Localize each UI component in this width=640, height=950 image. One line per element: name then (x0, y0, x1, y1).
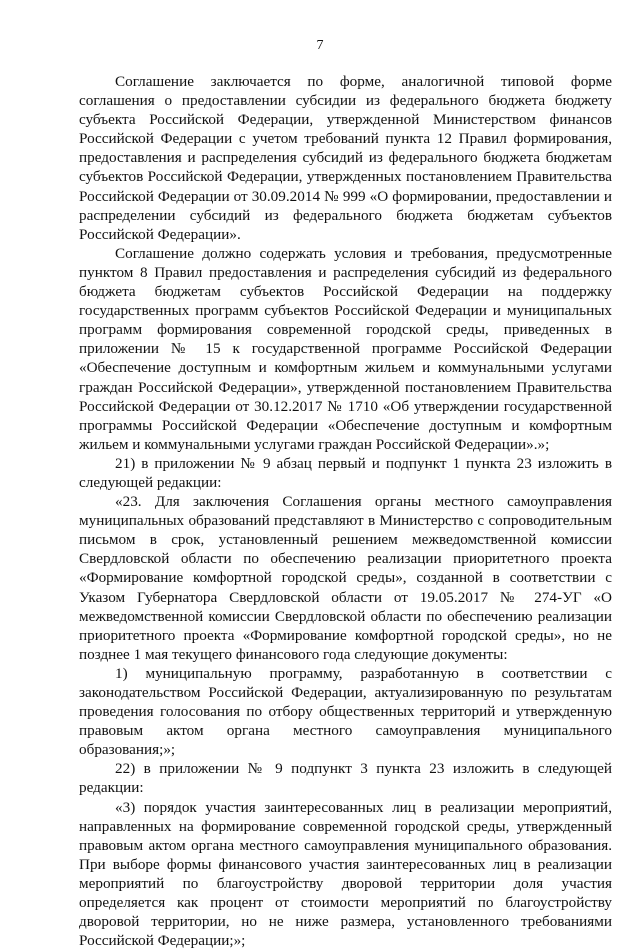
paragraph-agreement-form: Соглашение заключается по форме, аналогичной типовой форме соглашения о предоставлении субсидии из федерального бюджета бюджету субъекта Российской Федерации, утвержденной Министерством финансов Российской Федерации с учетом требований пункта 12 Правил формирования, предоставления и распределения субсидий из федерального бюджета бюджетам субъектов Российской Федерации, утвержденных постановлением Правительства Российской Федерации от 30.09.2014 № 999 «О формировании, предоставлении и распределении субсидий из федерального бюджета бюджетам субъектов Российской Федерации». (79, 73, 612, 243)
paragraph-agreement-conditions: Соглашение должно содержать условия и требования, предусмотренные пунктом 8 Правил предоставления и распределения субсидий из федерального бюджета бюджетам субъектов Российской Федерации на поддержку государственных программ субъектов Российской Федерации и муниципальных программ формирования современной городской среды, приведенных в приложении № 15 к государственной программе Российской Федерации «Обеспечение доступным и комфортным жильем и коммунальными услугами граждан Российской Федерации», утвержденной постановлением Правительства Российской Федерации от 30.12.2017 № 1710 «Об утверждении государственной программы Российской Федерации «Обеспечение доступным и комфортным жильем и коммунальными услугами граждан Российской Федерации».»; (79, 244, 612, 453)
paragraph-clause-23: «23. Для заключения Соглашения органы местного самоуправления муниципальных образований представляют в Министерство с сопроводительным письмом в срок, установленный решением межведомственной комиссии Свердловской области по обеспечению реализации приоритетного проекта «Формирование комфортной городской среды», созданной в соответствии с Указом Губернатора Свердловской области от 19.05.2017 № 274-УГ «О межведомственной комиссии Свердловской области по обеспечению реализации приоритетного проекта «Формирование комфортной городской среды», но не позднее 1 мая текущего финансового года следующие документы: (79, 493, 612, 663)
paragraph-item-21: 21) в приложении № 9 абзац первый и подпункт 1 пункта 23 изложить в следующей редакции: (79, 454, 612, 491)
page-number: 7 (316, 38, 324, 53)
paragraph-subitem-1: 1) муниципальную программу, разработанную в соответствии с законодательством Российской Федерации, актуализированную по результатам проведения голосования по отбору общественных территорий и утвержденную правовым актом органа местного самоуправления муниципального образования;»; (79, 664, 612, 759)
paragraph-subitem-3: «3) порядок участия заинтересованных лиц в реализации мероприятий, направленных на формирование современной городской среды, утвержденный правовым актом органа местного самоуправления муниципального образования. При выборе формы финансового участия заинтересованных лиц в реализации мероприятий по благоустройству дворовой территории доля участия определяется как процент от стоимости мероприятий по благоустройству дворовой территории, но не ниже размера, установленного требованиями Российской Федерации;»; (79, 798, 612, 950)
document-body (79, 72, 612, 950)
paragraph-item-22: 22) в приложении № 9 подпункт 3 пункта 23 изложить в следующей редакции: (79, 760, 612, 797)
